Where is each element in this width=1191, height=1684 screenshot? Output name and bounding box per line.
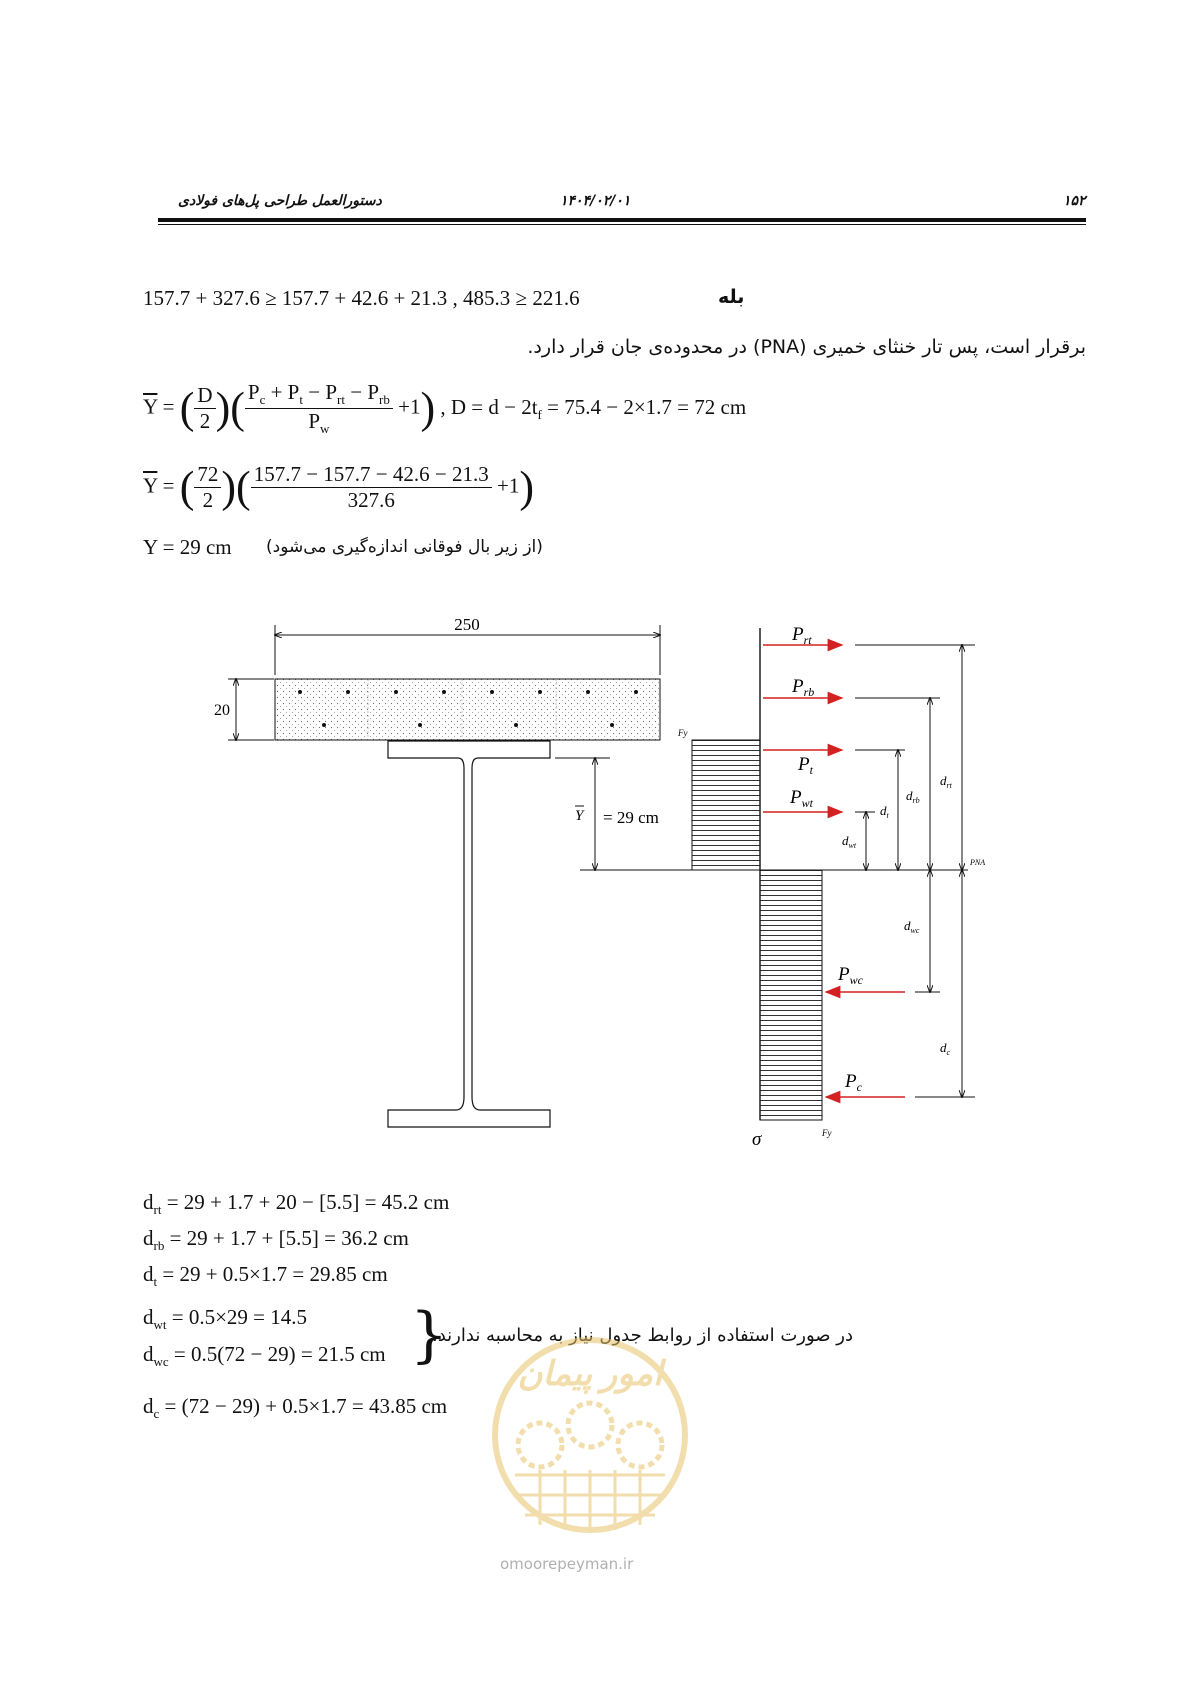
result-drt: $d_{rt} = 29 + 1.7 + 20 - [5.5] = 45.2$ cm — [143, 1190, 450, 1218]
check-answer: بله — [718, 286, 745, 308]
d-equation: , $D = d - 2t_f = 75.4 - 2\times 1.7 = 72$ cm — [440, 394, 747, 422]
ybar-result: Y = 29 cm — [143, 535, 232, 559]
pna-paragraph: برقرار است، پس تار خنثای خمیری (PNA) در محدوده‌ی جان قرار دارد. — [527, 336, 1086, 358]
page-number: ۱۵۲ — [1063, 193, 1086, 209]
result-drb: $d_{rb} = 29 + 1.7 + [5.5] = 36.2$ cm — [143, 1226, 409, 1254]
check-equation: 157.7 + 327.6 ≥ 157.7 + 42.6 + 21.3 , 485.3 ≥ 221.6 — [143, 286, 580, 310]
sigma-label: σ — [752, 1129, 762, 1150]
slab-width-label: 250 — [454, 615, 480, 634]
dt-label: $d_t$ — [880, 803, 889, 820]
header-rule-thick — [158, 218, 1086, 222]
fy-top: Fy — [678, 728, 688, 738]
pwc-label: $P_{wc}$ — [838, 964, 863, 987]
pwt-label: $P_{wt}$ — [790, 787, 813, 810]
results-note: در صورت استفاده از روابط جدول نیاز به محاسبه ندارند. — [432, 1325, 854, 1346]
watermark-logo-text: امور پیمان — [517, 1356, 663, 1393]
compression-stress-block — [760, 870, 822, 1120]
header-title: دستورالعمل طراحی پل‌های فولادی — [178, 193, 382, 209]
ybar-symbol: Y — [575, 808, 584, 824]
header-date: ۱۴۰۴/۰۲/۰۱ — [560, 193, 631, 209]
dwt-label: $d_{wt}$ — [842, 833, 857, 850]
dwc-label: $d_{wc}$ — [904, 918, 920, 935]
pna-label: PNA — [970, 858, 986, 867]
prb-label: $P_{rb}$ — [792, 676, 815, 699]
section-figure — [0, 600, 1191, 1160]
result-dc: $d_c = (72 - 29) + 0.5\times 1.7 = 43.85$ cm — [143, 1394, 448, 1422]
pc-label: $P_c$ — [845, 1071, 862, 1094]
brace: } — [410, 1300, 449, 1370]
pt-label: $P_t$ — [798, 754, 813, 777]
result-dwc: $d_{wc} = 0.5(72 - 29) = 21.5$ cm — [143, 1342, 386, 1370]
ybar-value: = 29 cm — [603, 808, 659, 827]
concrete-slab — [275, 679, 660, 740]
fy-bottom: Fy — [822, 1128, 832, 1138]
result-dwt: $d_{wt} = 0.5\times 29 = 14.5$ — [143, 1305, 308, 1333]
drb-label: $d_{rb}$ — [906, 788, 920, 805]
slab-height-label: 20 — [214, 702, 230, 719]
result-dt: $d_t = 29 + 0.5\times 1.7 = 29.85$ cm — [143, 1262, 388, 1290]
ybar-equation-general: $\overline{Y}$ = ( $\frac{D}{2}$ )( $\frac{P_c + P_t - P_{rt} - P_{rb}}{P_w}$ +1) , $D = d - 2t_f = 75.4 - 2\times 1.7 = 72$ cm — [143, 380, 747, 437]
steel-i-beam — [388, 741, 550, 1127]
dc-label: $d_c$ — [940, 1040, 951, 1057]
drt-label: $d_{rt}$ — [940, 773, 952, 790]
tension-stress-block — [692, 740, 760, 870]
prt-label: $P_{rt}$ — [792, 624, 812, 647]
ybar-note: (از زیر بال فوقانی اندازه‌گیری می‌شود) — [266, 537, 543, 557]
ybar-equation-numeric: $\overline{Y}$ = ( $\frac{72}{2}$ )( $\frac{157.7 - 157.7 - 42.6 - 21.3}{327.6}$ +1) — [143, 462, 534, 512]
header-rule-thin — [158, 224, 1086, 225]
watermark-site: omoorepeyman.ir — [500, 1555, 634, 1573]
watermark-logo — [480, 1330, 700, 1550]
